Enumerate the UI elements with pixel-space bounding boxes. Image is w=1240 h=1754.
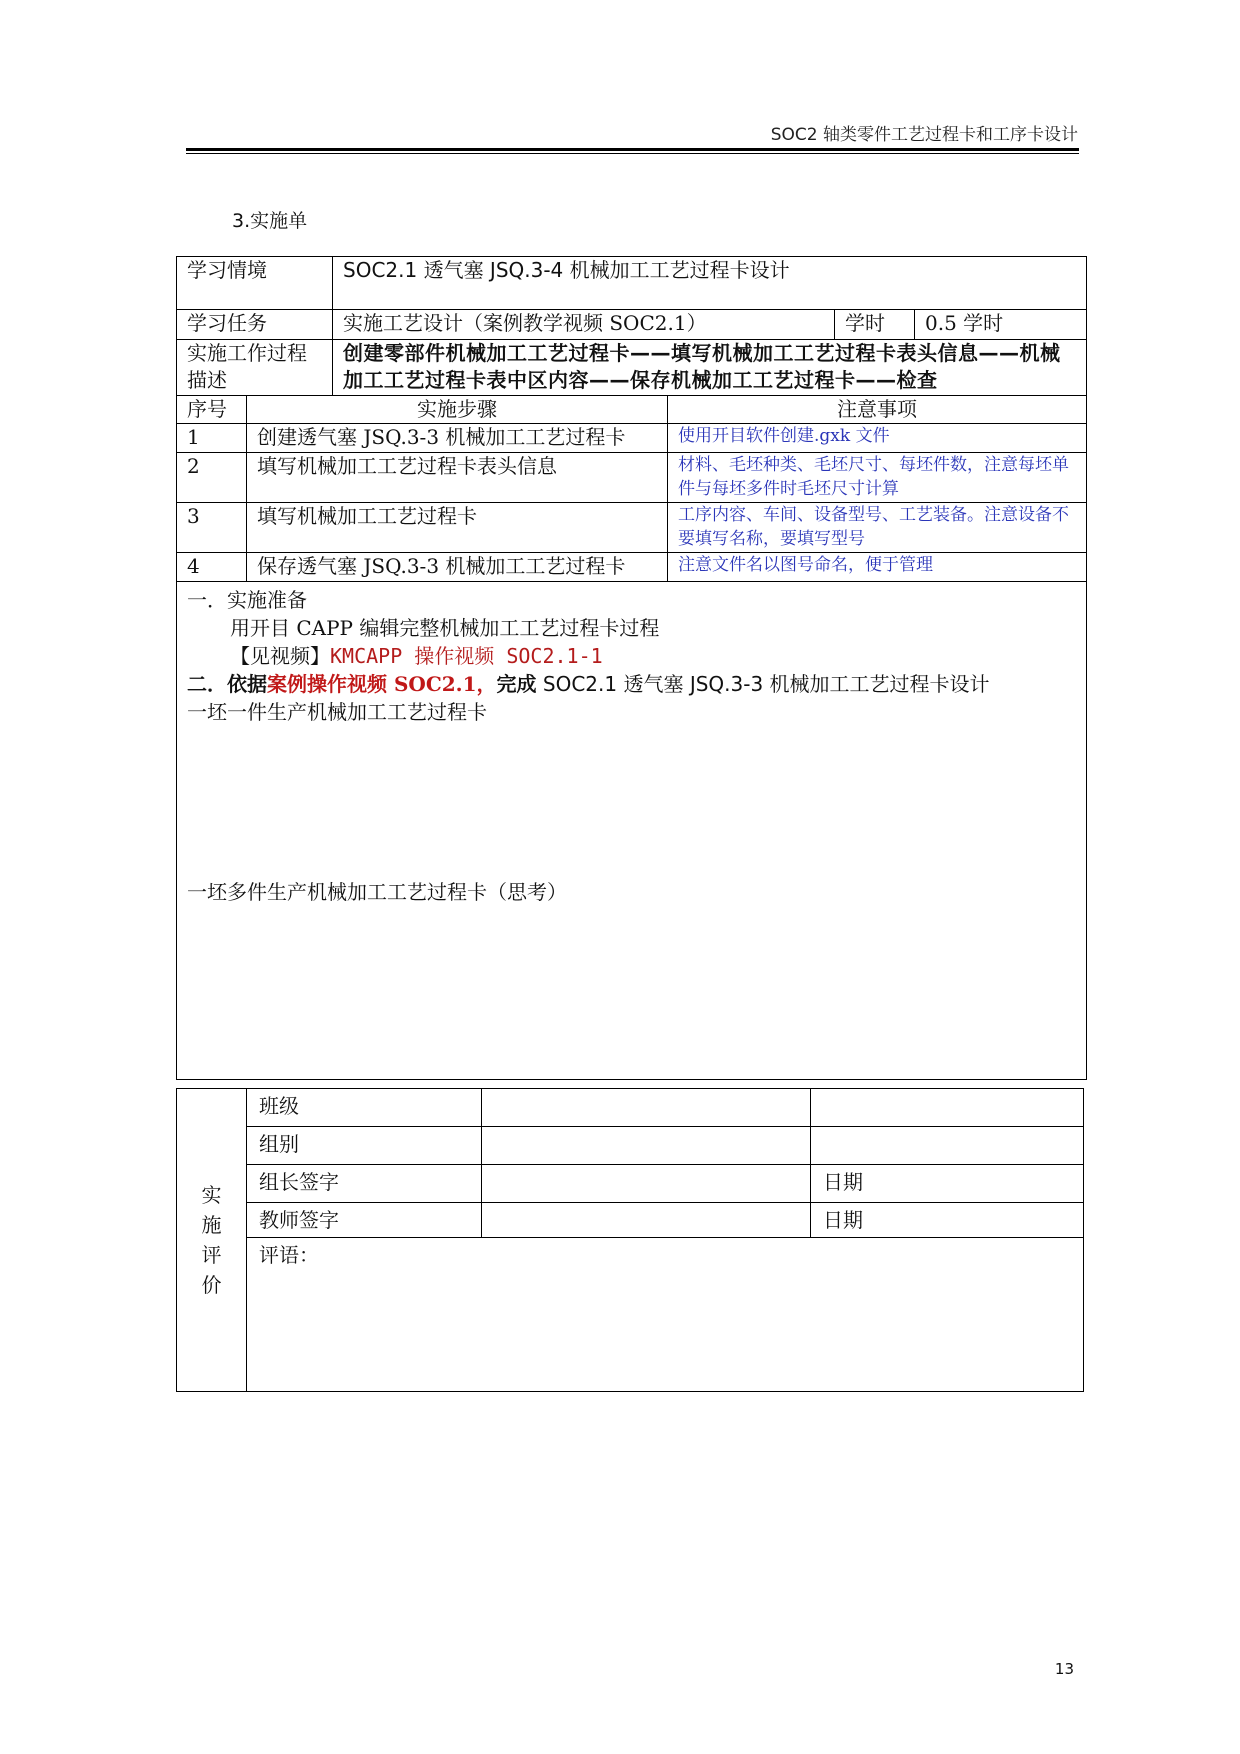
prep-heading: 一．实施准备: [187, 588, 307, 612]
context-label: 学习情境: [177, 257, 333, 310]
step-seq: 4: [177, 553, 247, 582]
implementation-table: [176, 256, 1087, 1080]
teacher-sign-field[interactable]: [482, 1203, 811, 1238]
leader-date-label: 日期: [811, 1165, 1084, 1203]
multi-blank-card-label: 一坯多件生产机械加工工艺过程卡（思考）: [187, 880, 567, 904]
leader-sign-label: 组长签字: [247, 1165, 482, 1203]
implementation-prep-cell: [177, 582, 1087, 1080]
table-row: [177, 503, 1087, 553]
evaluation-table: [176, 1088, 1084, 1392]
header-rule-thick: [186, 148, 1079, 151]
single-blank-card-label: 一坯一件生产机械加工工艺过程卡: [187, 700, 487, 724]
basis-task: SOC2.1 透气塞 JSQ.3-3 机械加工工艺过程卡设计: [536, 672, 990, 696]
prep-capp-line: 用开目 CAPP 编辑完整机械加工工艺过程卡过程: [230, 616, 660, 640]
section-title: 3.实施单: [232, 210, 308, 232]
teacher-sign-label: 教师签字: [247, 1203, 482, 1238]
hours-value: 0.5 学时: [915, 310, 1087, 340]
hours-label: 学时: [835, 310, 915, 340]
table-row: [177, 453, 1087, 503]
context-value: SOC2.1 透气塞 JSQ.3-4 机械加工工艺过程卡设计: [333, 257, 1087, 310]
page-number: 13: [1054, 1660, 1074, 1678]
step-text: 保存透气塞 JSQ.3-3 机械加工工艺过程卡: [247, 553, 668, 582]
step-text: 创建透气塞 JSQ.3-3 机械加工工艺过程卡: [247, 424, 668, 453]
col-header-steps: 实施步骤: [247, 396, 668, 424]
step-note: 注意文件名以图号命名，便于管理: [668, 553, 1087, 582]
group-extra-field[interactable]: [811, 1127, 1084, 1165]
task-label: 学习任务: [177, 310, 333, 340]
group-field[interactable]: [482, 1127, 811, 1165]
class-extra-field[interactable]: [811, 1089, 1084, 1127]
prep-video-line: [187, 642, 1076, 670]
step-note: 工序内容、车间、设备型号、工艺装备。注意设备不要填写名称，要填写型号: [668, 503, 1087, 553]
basis-complete: 完成: [496, 672, 537, 696]
desc-label: 实施工作过程描述: [177, 340, 333, 396]
col-header-notes: 注意事项: [668, 396, 1087, 424]
basis-video-link[interactable]: 案例操作视频 SOC2.1，: [267, 672, 497, 696]
video-bracket-label: 【见视频】: [230, 644, 330, 668]
video-link[interactable]: KMCAPP 操作视频 SOC2.1-1: [330, 644, 603, 668]
teacher-date-label: 日期: [811, 1203, 1084, 1238]
col-header-seq: 序号: [177, 396, 247, 424]
class-field[interactable]: [482, 1089, 811, 1127]
class-label: 班级: [247, 1089, 482, 1127]
group-label: 组别: [247, 1127, 482, 1165]
header-rule-thin: [186, 153, 1079, 154]
table-row: [177, 553, 1087, 582]
basis-prefix: 二．依据: [187, 672, 267, 696]
comment-label: 评语：: [259, 1243, 319, 1267]
step-seq: 2: [177, 453, 247, 503]
step-note: 材料、毛坯种类、毛坯尺寸、每坯件数，注意每坯单件与每坯多件时毛坯尺寸计算: [668, 453, 1087, 503]
step-note: 使用开目软件创建.gxk 文件: [668, 424, 1087, 453]
evaluation-side-label: 实 施 评 价: [177, 1089, 247, 1392]
comment-field[interactable]: [247, 1238, 1084, 1392]
step-seq: 3: [177, 503, 247, 553]
step-seq: 1: [177, 424, 247, 453]
step-text: 填写机械加工工艺过程卡表头信息: [247, 453, 668, 503]
task-value: 实施工艺设计（案例教学视频 SOC2.1）: [333, 310, 835, 340]
table-row: [177, 424, 1087, 453]
desc-value: 创建零部件机械加工工艺过程卡——填写机械加工工艺过程卡表头信息——机械加工工艺过程卡表中区内容——保存机械加工工艺过程卡——检查: [333, 340, 1087, 396]
leader-sign-field[interactable]: [482, 1165, 811, 1203]
prep-basis-line: [187, 670, 1076, 698]
step-text: 填写机械加工工艺过程卡: [247, 503, 668, 553]
page-header-title: SOC2 轴类零件工艺过程卡和工序卡设计: [770, 125, 1078, 145]
